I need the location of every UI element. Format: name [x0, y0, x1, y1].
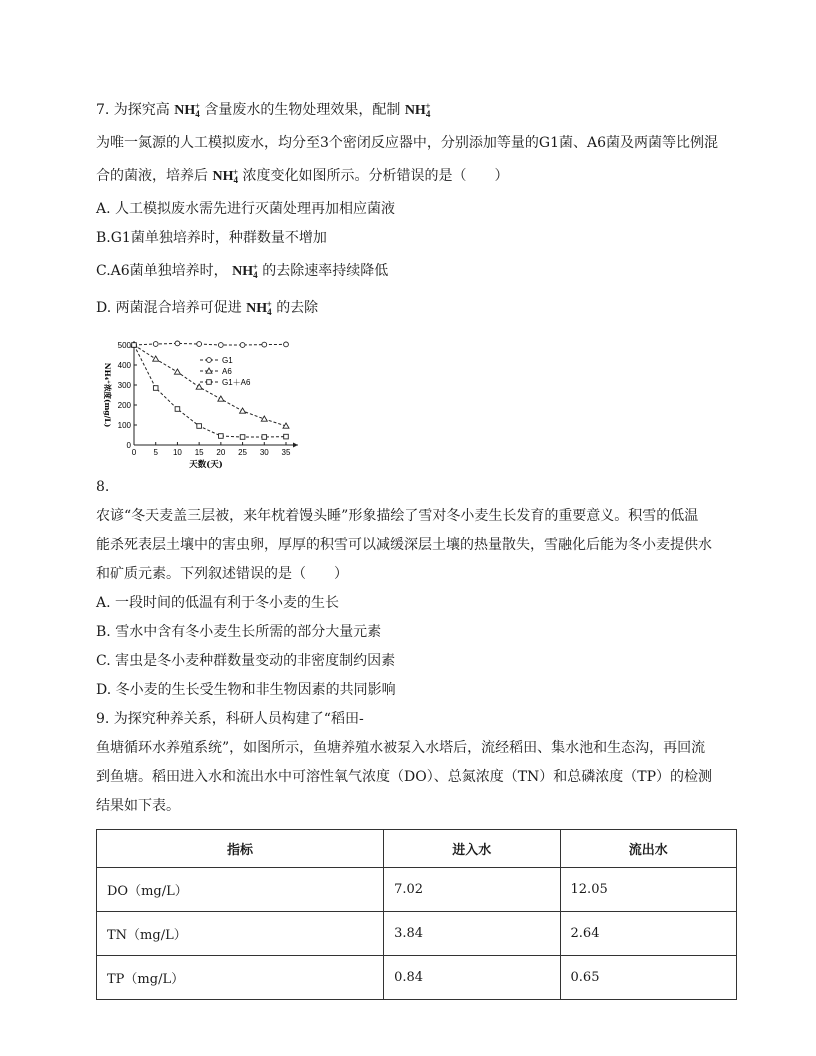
data-point-circle [197, 342, 202, 347]
nh4-formula: $NH_4^+$ [404, 101, 431, 119]
data-point-circle [218, 343, 223, 348]
y-axis-label: NH₄⁺浓度(mg/L) [103, 362, 112, 428]
data-point-square [262, 435, 267, 440]
y-tick-label: 200 [117, 401, 131, 410]
q7-line3: 合的菌液，培养后 $NH_4^+$ 浓度变化如图所示。分析错误的是（ ） [96, 167, 509, 185]
x-tick-label: 35 [281, 448, 291, 457]
q7-option-c: C.A6菌单独培养时， $NH_4^+$ 的去除速率持续降低 [96, 262, 389, 280]
table-row [97, 868, 737, 912]
x-tick-label: 20 [216, 448, 226, 457]
table-header: 进入水 [384, 830, 560, 868]
table-cell: TP（mg/L） [97, 956, 384, 1000]
x-tick-label: 10 [172, 448, 182, 457]
data-point-square [219, 434, 224, 439]
q7-option-d: D. 两菌混合培养可促进 $NH_4^+$ 的去除 [96, 299, 319, 317]
table-cell: 12.05 [560, 868, 736, 912]
nh4-formula: $NH_4^+$ [232, 262, 258, 280]
q8-line2: 能杀死表层土壤中的害虫卵，厚厚的积雪可以减缓深层土壤的热量散失，雪融化后能为冬小麦提供水 [96, 537, 712, 553]
x-axis-label: 天数(天) [189, 460, 223, 470]
table-cell: 3.84 [384, 912, 560, 956]
data-point-triangle [174, 369, 180, 374]
q7-text: 7. 为探究高 [96, 102, 170, 118]
results-table [96, 829, 737, 1000]
y-tick-label: 0 [126, 441, 131, 450]
x-tick-label: 0 [131, 448, 137, 457]
table-row [97, 912, 737, 956]
table-cell: TN（mg/L） [97, 912, 384, 956]
data-point-triangle [240, 408, 246, 413]
data-point-circle [175, 341, 180, 346]
q9-line4: 结果如下表。 [96, 798, 180, 814]
q8-line1: 农谚“冬天麦盖三层被，来年枕着馒头睡”形象描绘了雪对冬小麦生长发育的重要意义。积雪的低温 [96, 508, 699, 524]
q8-option-c: C. 害虫是冬小麦种群数量变动的非密度制约因素 [96, 653, 396, 669]
x-tick-label: 25 [238, 448, 248, 457]
table-cell: 0.65 [560, 956, 736, 1000]
q9-line2: 鱼塘循环水养殖系统”，如图所示，鱼塘养殖水被泵入水塔后，流经稻田、集水池和生态沟，再回流 [96, 740, 706, 756]
table-row [97, 956, 737, 1000]
legend-marker [207, 358, 212, 363]
q9-line1: 9. 为探究种养关系，科研人员构建了“稻田- [96, 711, 364, 727]
legend-label: A6 [222, 367, 232, 376]
data-point-circle [240, 343, 245, 348]
table-header: 流出水 [560, 830, 736, 868]
data-point-triangle [261, 416, 267, 421]
table-header: 指标 [97, 830, 384, 868]
nh4-concentration-chart [96, 333, 316, 473]
nh4-formula: $NH_4^+$ [174, 101, 200, 119]
legend-label: G1＋A6 [222, 378, 251, 387]
data-point-triangle [196, 384, 202, 389]
x-tick-label: 15 [194, 448, 204, 457]
data-point-square [175, 407, 180, 412]
legend-marker [207, 380, 212, 385]
data-point-circle [284, 342, 289, 347]
q7-option-b: B.G1菌单独培养时，种群数量不增加 [96, 230, 327, 246]
legend-label: G1 [222, 356, 233, 365]
data-point-square [197, 424, 202, 429]
nh4-formula: $NH_4^+$ [246, 299, 272, 317]
q7-line1 [96, 92, 736, 129]
table-cell: 0.84 [384, 956, 560, 1000]
table-cell: 2.64 [560, 912, 736, 956]
q7-option-a: A. 人工模拟废水需先进行灭菌处理再加相应菌液 [96, 201, 396, 217]
q8-line3: 和矿质元素。下列叙述错误的是（ ） [96, 566, 348, 582]
data-point-circle [153, 342, 158, 347]
q7-line2: 为唯一氮源的人工模拟废水，均分至3个密闭反应器中，分别添加等量的G1菌、A6菌及两菌等比例混 [96, 135, 719, 151]
y-tick-label: 100 [117, 421, 131, 430]
chart-svg [96, 333, 316, 473]
q8-option-a: A. 一段时间的低温有利于冬小麦的生长 [96, 595, 340, 611]
data-point-square [132, 343, 137, 348]
x-axis-arrow [293, 443, 298, 448]
q8-option-b: B. 雪水中含有冬小麦生长所需的部分大量元素 [96, 624, 382, 640]
table-cell: 7.02 [384, 868, 560, 912]
data-point-triangle [218, 396, 224, 401]
x-tick-label: 30 [259, 448, 269, 457]
data-point-triangle [153, 356, 159, 361]
data-point-square [153, 386, 158, 391]
nh4-formula: $NH_4^+$ [212, 167, 239, 185]
q7-text: 含量废水的生物处理效果，配制 [204, 102, 401, 118]
y-tick-label: 400 [117, 361, 131, 370]
q8-number: 8. [96, 479, 110, 495]
y-tick-label: 300 [117, 381, 131, 390]
x-tick-label: 5 [153, 448, 158, 457]
data-point-circle [262, 342, 267, 347]
y-tick-label: 500 [117, 341, 131, 350]
data-point-square [284, 434, 289, 439]
page-content [96, 92, 736, 1000]
q8-option-d: D. 冬小麦的生长受生物和非生物因素的共同影响 [96, 682, 396, 698]
table-header-row [97, 830, 737, 868]
data-point-square [240, 435, 245, 440]
table-cell: DO（mg/L） [97, 868, 384, 912]
q9-line3: 到鱼塘。稻田进入水和流出水中可溶性氧气浓度（DO）、总氮浓度（TN）和总磷浓度（TP）的检测 [96, 769, 713, 785]
